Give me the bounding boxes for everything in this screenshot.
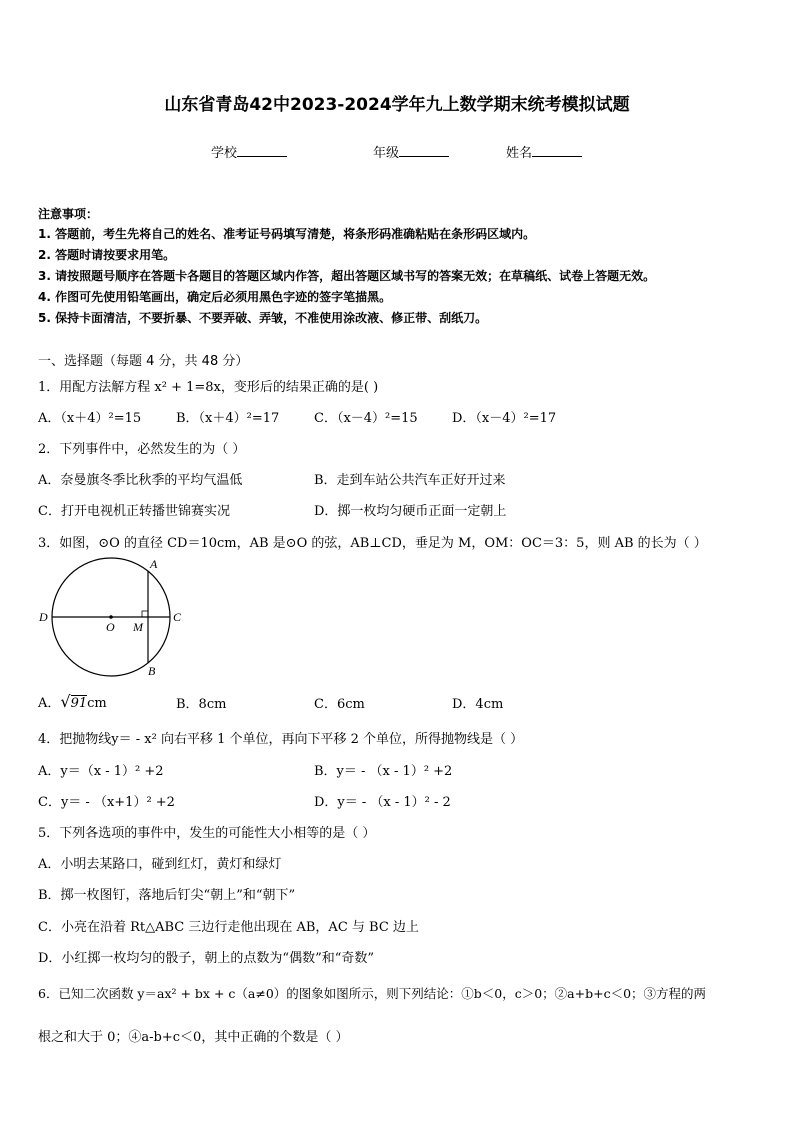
name-label: 姓名	[506, 146, 533, 161]
center-point	[109, 615, 113, 619]
q4-option-b: B．y＝ - （x - 1）² +2	[314, 764, 453, 779]
page-title: 山东省青岛42中2023-2024学年九上数学期末统考模拟试题	[164, 95, 630, 115]
q3-option-a-prefix: A．	[38, 696, 61, 711]
label-o: O	[106, 620, 115, 634]
q2-option-d: D．掷一枚均匀硬币正面一定朝上	[314, 504, 507, 519]
label-a: A	[150, 557, 158, 571]
q5-stem: 5．下列各选项的事件中，发生的可能性大小相等的是（ ）	[38, 826, 376, 841]
notice-heading: 注意事项：	[38, 207, 99, 221]
q3-option-a-unit: cm	[87, 696, 107, 711]
q5-option-a: A．小明去某路口，碰到红灯，黄灯和绿灯	[38, 857, 282, 872]
q6-line1: 6．已知二次函数 y＝ax² + bx + c（a≠0）的图象如图所示，则下列结论：①b＜0，c＞0；②a+b+c＜0；③方程的两	[38, 986, 707, 1001]
q1-stem: 1．用配方法解方程 x² + 1=8x，变形后的结果正确的是( )	[38, 380, 379, 395]
grade-field	[373, 142, 449, 161]
q4-option-a: A．y＝（x - 1）² +2	[38, 764, 164, 779]
label-b: B	[148, 664, 156, 678]
section-heading: 一、选择题（每题 4 分，共 48 分）	[38, 354, 249, 369]
name-field	[506, 142, 582, 161]
q3-option-c: C．6cm	[314, 697, 365, 712]
q1-option-a: A．（x＋4）²=15	[38, 411, 142, 426]
q4-option-c: C．y＝ - （x+1）² +2	[38, 795, 175, 810]
grade-blank	[399, 144, 449, 157]
notice-item-5: 5. 保持卡面清洁，不要折暴、不要弄破、弄皱，不准使用涂改液、修正带、刮纸刀。	[38, 311, 488, 325]
q6-line2: 根之和大于 0；④a-b+c＜0，其中正确的个数是（ ）	[38, 1030, 349, 1045]
label-m: M	[133, 620, 143, 634]
q1-option-b: B．（x＋4）²=17	[176, 411, 280, 426]
q2-option-c: C．打开电视机正转播世锦赛实况	[38, 504, 230, 519]
school-blank	[237, 144, 287, 157]
q1-option-c: C．（x－4）²=15	[314, 411, 418, 426]
school-label: 学校	[211, 146, 238, 161]
school-field	[211, 142, 287, 161]
notice-item-4: 4. 作图可先使用铅笔画出，确定后必须用黑色字迹的签字笔描黑。	[38, 290, 392, 304]
q3-option-d: D．4cm	[452, 697, 504, 712]
q1-option-d: D．（x－4）²=17	[452, 411, 557, 426]
q5-option-d: D．小红掷一枚均匀的骰子，朝上的点数为“偶数”和“奇数”	[38, 951, 375, 966]
notice-item-1: 1. 答题前，考生先将自己的姓名、准考证号码填写清楚，将条形码准确粘贴在条形码区域内。	[38, 227, 536, 241]
q3-stem: 3．如图，⊙O 的直径 CD＝10cm，AB 是⊙O 的弦，AB⊥CD，垂足为 M，OM：OC＝3：5，则 AB 的长为（ ）	[38, 536, 707, 551]
label-c: C	[173, 610, 182, 624]
grade-label: 年级	[373, 146, 400, 161]
notice-item-2: 2. 答题时请按要求用笔。	[38, 248, 176, 262]
right-angle-mark	[142, 611, 148, 617]
q2-option-b: B．走到车站公共汽车正好开过来	[314, 473, 506, 488]
q4-stem: 4．把抛物线y＝ - x² 向右平移 1 个单位，再向下平移 2 个单位，所得抛物线是（ ）	[38, 732, 524, 747]
sqrt-sign: √	[60, 692, 71, 711]
q3-option-a	[38, 692, 107, 711]
name-blank	[532, 144, 582, 157]
circle-figure	[36, 556, 186, 680]
q3-option-a-radicand: 91	[70, 696, 88, 711]
q3-option-b: B．8cm	[176, 697, 227, 712]
label-d: D	[39, 610, 48, 624]
q2-stem: 2．下列事件中，必然发生的为（ ）	[38, 442, 246, 457]
notice-item-3: 3. 请按照题号顺序在答题卡各题目的答题区域内作答，超出答题区域书写的答案无效；在草稿纸、试卷上答题无效。	[38, 269, 656, 283]
q4-option-d: D．y＝ - （x - 1）² - 2	[314, 795, 451, 810]
q5-option-c: C．小亮在沿着 Rt△ABC 三边行走他出现在 AB，AC 与 BC 边上	[38, 920, 419, 935]
q2-option-a: A．奈曼旗冬季比秋季的平均气温低	[38, 473, 243, 488]
q5-option-b: B．掷一枚图钉，落地后钉尖“朝上”和“朝下”	[38, 888, 296, 903]
